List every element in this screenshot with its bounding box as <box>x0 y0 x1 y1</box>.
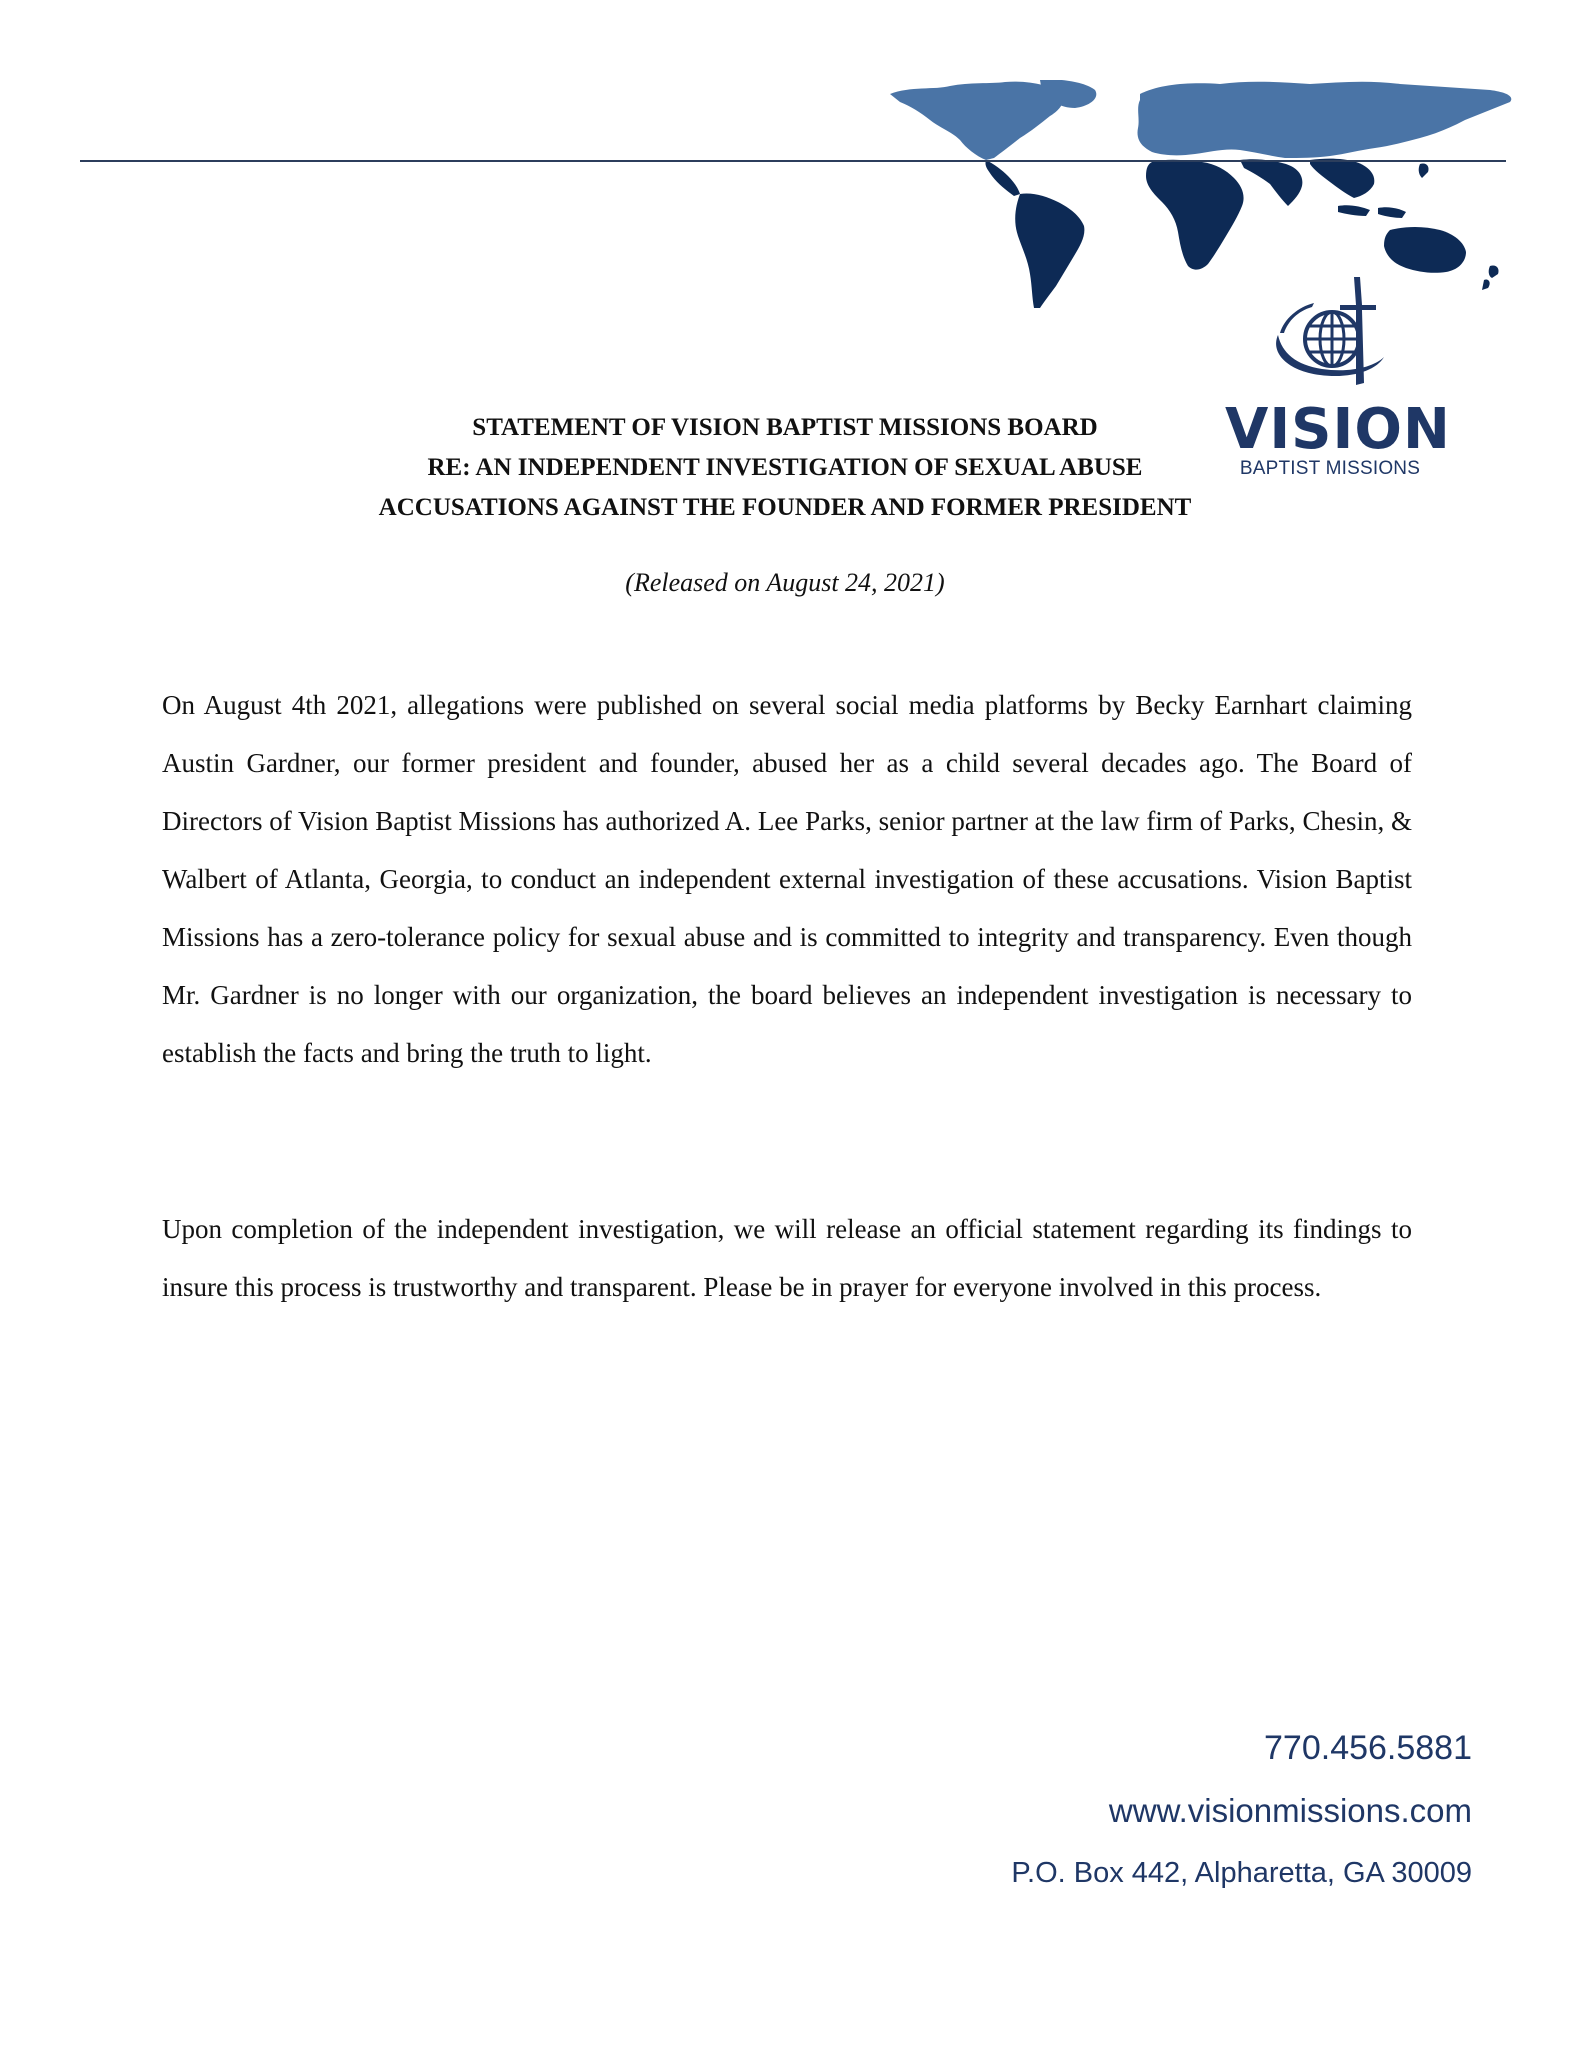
contact-phone: 770.456.5881 <box>1264 1729 1472 1767</box>
logo-subtitle: BAPTIST MISSIONS <box>1239 458 1421 479</box>
body-paragraph-1: On August 4th 2021, allegations were published on several social media platforms by Becky Earnhart claiming Austin Gardner, our former president and founder, abused her as a child several decades ago. The Board of Directors of Vision Baptist Missions has authorized A. Lee Parks, senior partner at the law firm of Parks, Chesin, & Walbert of Atlanta, Georgia, to conduct an independent external investigation of these accusations. Vision Baptist Missions has a zero-tolerance policy for sexual abuse and is committed to integrity and transparency. Even though Mr. Gardner is no longer with our organization, the board believes an independent investigation is necessary to establish the facts and bring the truth to light. <box>162 690 1412 1068</box>
title-line-1: STATEMENT OF VISION BAPTIST MISSIONS BOARD <box>472 414 1098 441</box>
globe-cross-icon <box>1250 275 1400 395</box>
title-line-2: RE: AN INDEPENDENT INVESTIGATION OF SEXUAL ABUSE <box>427 454 1143 481</box>
contact-website: www.visionmissions.com <box>1108 1792 1472 1829</box>
statement-title <box>300 408 1270 528</box>
logo-wordmark: VISION <box>1225 397 1451 462</box>
title-line-3: ACCUSATIONS AGAINST THE FOUNDER AND FORMER PRESIDENT <box>378 494 1192 521</box>
contact-address: P.O. Box 442, Alpharetta, GA 30009 <box>1011 1857 1472 1889</box>
body-paragraph-2: Upon completion of the independent investigation, we will release an official statement regarding its findings to insure this process is trustworthy and transparent. Please be in prayer for everyone involved in this process. <box>162 1214 1412 1302</box>
release-date: (Released on August 24, 2021) <box>625 568 945 597</box>
header-rule <box>80 160 1506 162</box>
